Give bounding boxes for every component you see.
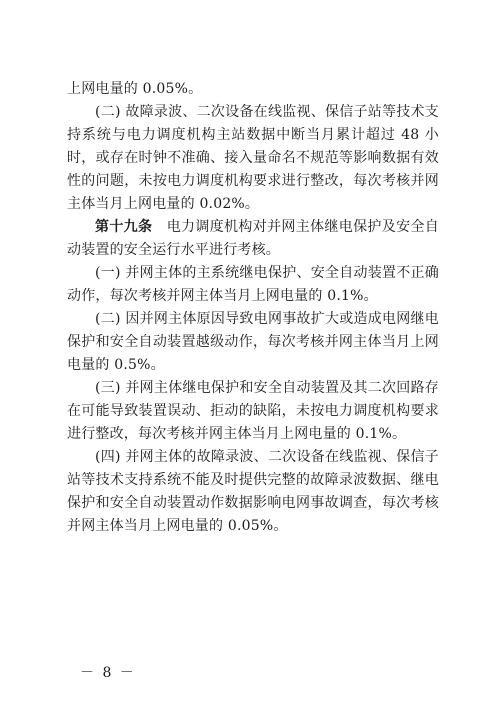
paragraph-item-2-data-interruption: (二) 故障录波、二次设备在线监视、保信子站等技术支持系统与电力调度机构主站数据中断当月累计超过 48 小时，或存在时钟不准确、接入量命名不规范等影响数据有效性的问题，未按电力调度机构要求进行整改，每次考核并网主体当月上网电量的 0.02%。 [67, 104, 439, 212]
article-heading: 第十九条 [95, 219, 153, 235]
paragraph-item-2-accident-expansion: (二) 因并网主体原因导致电网事故扩大或造成电网继电保护和安全自动装置越级动作，每次考核并网主体当月上网电量的 0.5%。 [67, 311, 439, 373]
article-19-paragraph [67, 216, 439, 262]
paragraph-item-1-misoperation: (一) 并网主体的主系统继电保护、安全自动装置不正确动作，每次考核并网主体当月上网电量的 0.1%。 [67, 265, 439, 304]
paragraph-continuation: 上网电量的 0.05%。 [67, 81, 203, 97]
article-19-text: 电力调度机构对并网主体继电保护及安全自动装置的安全运行水平进行考核。 [67, 219, 439, 258]
paragraph-item-4-fault-recording: (四) 并网主体的故障录波、二次设备在线监视、保信子站等技术支持系统不能及时提供完整的故障录波数据、继电保护和安全自动装置动作数据影响电网事故调查，每次考核并网主体当月上网电量的 0.05%。 [67, 449, 439, 534]
paragraph-item-3-defects: (三) 并网主体继电保护和安全自动装置及其二次回路存在可能导致装置误动、拒动的缺陷，未按电力调度机构要求进行整改，每次考核并网主体当月上网电量的 0.1%。 [67, 380, 439, 442]
page-number: － 8 － [80, 665, 136, 681]
document-body [67, 78, 439, 538]
